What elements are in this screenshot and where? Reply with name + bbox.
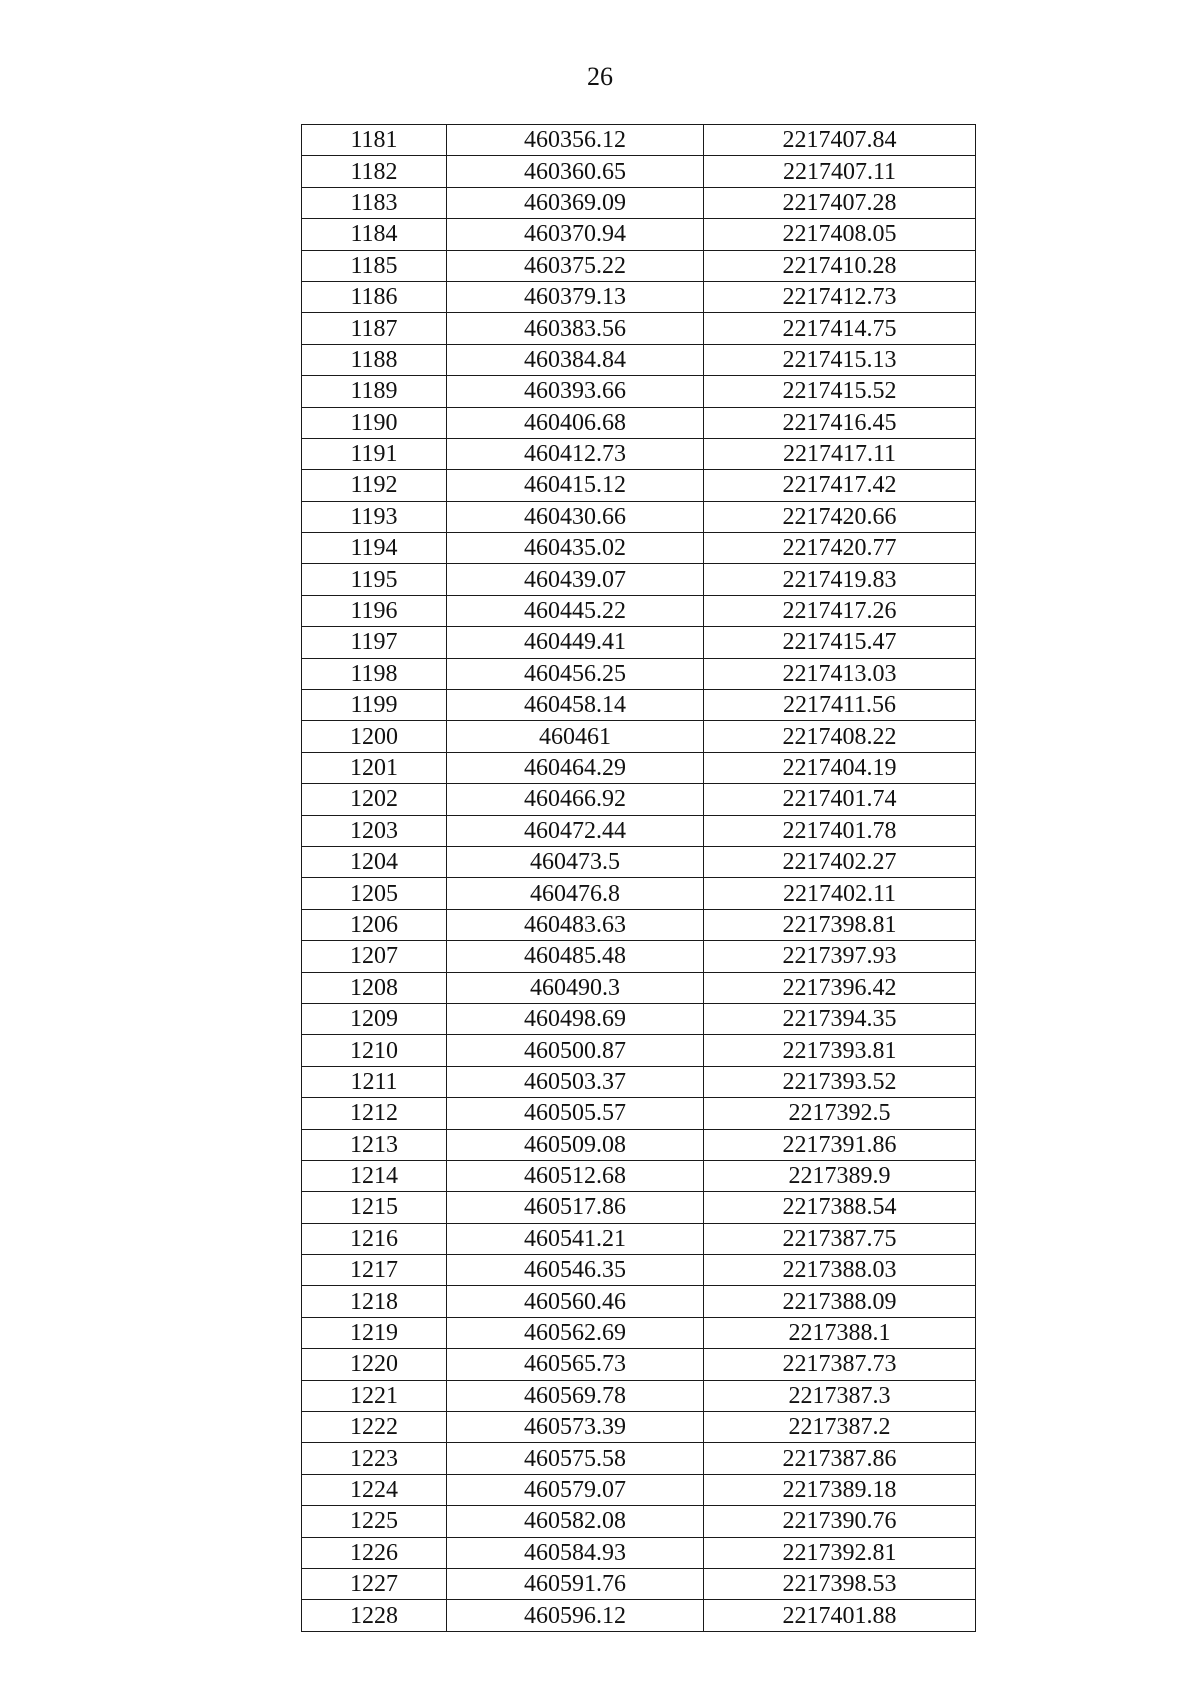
table-row [302, 1223, 976, 1254]
point-number-cell: 1204 [302, 846, 447, 877]
y-coordinate-cell: 2217389.18 [704, 1474, 976, 1505]
point-number-cell: 1182 [302, 156, 447, 187]
point-number-cell: 1202 [302, 784, 447, 815]
x-coordinate-cell: 460439.07 [447, 564, 704, 595]
table-row [302, 1537, 976, 1568]
table-row [302, 752, 976, 783]
x-coordinate-cell: 460485.48 [447, 941, 704, 972]
y-coordinate-cell: 2217392.81 [704, 1537, 976, 1568]
table-row [302, 376, 976, 407]
x-coordinate-cell: 460503.37 [447, 1066, 704, 1097]
point-number-cell: 1191 [302, 438, 447, 469]
point-number-cell: 1213 [302, 1129, 447, 1160]
page-number: 26 [587, 62, 613, 91]
point-number-cell: 1208 [302, 972, 447, 1003]
table-row [302, 1317, 976, 1348]
y-coordinate-cell: 2217397.93 [704, 941, 976, 972]
y-coordinate-cell: 2217391.86 [704, 1129, 976, 1160]
point-number-cell: 1216 [302, 1223, 447, 1254]
table-row [302, 658, 976, 689]
y-coordinate-cell: 2217415.47 [704, 627, 976, 658]
point-number-cell: 1210 [302, 1035, 447, 1066]
table-row [302, 281, 976, 312]
table-row [302, 1568, 976, 1599]
point-number-cell: 1212 [302, 1098, 447, 1129]
x-coordinate-cell: 460584.93 [447, 1537, 704, 1568]
x-coordinate-cell: 460569.78 [447, 1380, 704, 1411]
table-row [302, 1255, 976, 1286]
table-row [302, 313, 976, 344]
x-coordinate-cell: 460591.76 [447, 1568, 704, 1599]
point-number-cell: 1201 [302, 752, 447, 783]
x-coordinate-cell: 460500.87 [447, 1035, 704, 1066]
table-row [302, 156, 976, 187]
table-row [302, 941, 976, 972]
table-row [302, 438, 976, 469]
point-number-cell: 1211 [302, 1066, 447, 1097]
y-coordinate-cell: 2217388.54 [704, 1192, 976, 1223]
y-coordinate-cell: 2217387.73 [704, 1349, 976, 1380]
y-coordinate-cell: 2217401.88 [704, 1600, 976, 1631]
y-coordinate-cell: 2217388.03 [704, 1255, 976, 1286]
x-coordinate-cell: 460541.21 [447, 1223, 704, 1254]
point-number-cell: 1196 [302, 595, 447, 626]
table-row [302, 909, 976, 940]
y-coordinate-cell: 2217404.19 [704, 752, 976, 783]
table-row [302, 1035, 976, 1066]
point-number-cell: 1223 [302, 1443, 447, 1474]
point-number-cell: 1218 [302, 1286, 447, 1317]
y-coordinate-cell: 2217402.27 [704, 846, 976, 877]
table-row [302, 1474, 976, 1505]
point-number-cell: 1186 [302, 281, 447, 312]
x-coordinate-cell: 460562.69 [447, 1317, 704, 1348]
table-row [302, 1380, 976, 1411]
point-number-cell: 1192 [302, 470, 447, 501]
y-coordinate-cell: 2217420.77 [704, 533, 976, 564]
y-coordinate-cell: 2217394.35 [704, 1003, 976, 1034]
table-row [302, 595, 976, 626]
x-coordinate-cell: 460393.66 [447, 376, 704, 407]
x-coordinate-cell: 460430.66 [447, 501, 704, 532]
table-row [302, 470, 976, 501]
x-coordinate-cell: 460466.92 [447, 784, 704, 815]
table-row [302, 1160, 976, 1191]
table-row [302, 1098, 976, 1129]
table-row [302, 187, 976, 218]
point-number-cell: 1206 [302, 909, 447, 940]
x-coordinate-cell: 460596.12 [447, 1600, 704, 1631]
x-coordinate-cell: 460505.57 [447, 1098, 704, 1129]
point-number-cell: 1195 [302, 564, 447, 595]
table-row [302, 815, 976, 846]
y-coordinate-cell: 2217417.42 [704, 470, 976, 501]
point-number-cell: 1183 [302, 187, 447, 218]
y-coordinate-cell: 2217396.42 [704, 972, 976, 1003]
x-coordinate-cell: 460560.46 [447, 1286, 704, 1317]
point-number-cell: 1209 [302, 1003, 447, 1034]
y-coordinate-cell: 2217387.2 [704, 1412, 976, 1443]
table-row [302, 564, 976, 595]
point-number-cell: 1207 [302, 941, 447, 972]
y-coordinate-cell: 2217392.5 [704, 1098, 976, 1129]
y-coordinate-cell: 2217390.76 [704, 1506, 976, 1537]
point-number-cell: 1226 [302, 1537, 447, 1568]
point-number-cell: 1227 [302, 1568, 447, 1599]
table-row [302, 1066, 976, 1097]
point-number-cell: 1190 [302, 407, 447, 438]
x-coordinate-cell: 460464.29 [447, 752, 704, 783]
y-coordinate-cell: 2217388.1 [704, 1317, 976, 1348]
point-number-cell: 1200 [302, 721, 447, 752]
table-row [302, 690, 976, 721]
x-coordinate-cell: 460360.65 [447, 156, 704, 187]
x-coordinate-cell: 460483.63 [447, 909, 704, 940]
table-row [302, 344, 976, 375]
y-coordinate-cell: 2217412.73 [704, 281, 976, 312]
x-coordinate-cell: 460498.69 [447, 1003, 704, 1034]
table-row [302, 846, 976, 877]
x-coordinate-cell: 460384.84 [447, 344, 704, 375]
point-number-cell: 1225 [302, 1506, 447, 1537]
y-coordinate-cell: 2217401.78 [704, 815, 976, 846]
x-coordinate-cell: 460575.58 [447, 1443, 704, 1474]
x-coordinate-cell: 460383.56 [447, 313, 704, 344]
table-row [302, 1443, 976, 1474]
y-coordinate-cell: 2217407.28 [704, 187, 976, 218]
y-coordinate-cell: 2217410.28 [704, 250, 976, 281]
point-number-cell: 1214 [302, 1160, 447, 1191]
x-coordinate-cell: 460490.3 [447, 972, 704, 1003]
x-coordinate-cell: 460512.68 [447, 1160, 704, 1191]
x-coordinate-cell: 460582.08 [447, 1506, 704, 1537]
x-coordinate-cell: 460445.22 [447, 595, 704, 626]
point-number-cell: 1194 [302, 533, 447, 564]
point-number-cell: 1215 [302, 1192, 447, 1223]
y-coordinate-cell: 2217417.11 [704, 438, 976, 469]
y-coordinate-cell: 2217415.52 [704, 376, 976, 407]
y-coordinate-cell: 2217389.9 [704, 1160, 976, 1191]
point-number-cell: 1187 [302, 313, 447, 344]
y-coordinate-cell: 2217401.74 [704, 784, 976, 815]
point-number-cell: 1193 [302, 501, 447, 532]
point-number-cell: 1205 [302, 878, 447, 909]
y-coordinate-cell: 2217398.53 [704, 1568, 976, 1599]
x-coordinate-cell: 460415.12 [447, 470, 704, 501]
y-coordinate-cell: 2217415.13 [704, 344, 976, 375]
x-coordinate-cell: 460509.08 [447, 1129, 704, 1160]
y-coordinate-cell: 2217398.81 [704, 909, 976, 940]
y-coordinate-cell: 2217387.75 [704, 1223, 976, 1254]
coordinates-table [301, 124, 976, 1632]
table-row [302, 721, 976, 752]
y-coordinate-cell: 2217420.66 [704, 501, 976, 532]
x-coordinate-cell: 460375.22 [447, 250, 704, 281]
table-row [302, 1003, 976, 1034]
point-number-cell: 1185 [302, 250, 447, 281]
x-coordinate-cell: 460461 [447, 721, 704, 752]
y-coordinate-cell: 2217408.22 [704, 721, 976, 752]
table-row [302, 1600, 976, 1631]
table-row [302, 1506, 976, 1537]
point-number-cell: 1219 [302, 1317, 447, 1348]
x-coordinate-cell: 460476.8 [447, 878, 704, 909]
point-number-cell: 1203 [302, 815, 447, 846]
point-number-cell: 1197 [302, 627, 447, 658]
y-coordinate-cell: 2217417.26 [704, 595, 976, 626]
table-row [302, 1349, 976, 1380]
point-number-cell: 1188 [302, 344, 447, 375]
x-coordinate-cell: 460565.73 [447, 1349, 704, 1380]
x-coordinate-cell: 460356.12 [447, 125, 704, 156]
point-number-cell: 1221 [302, 1380, 447, 1411]
y-coordinate-cell: 2217414.75 [704, 313, 976, 344]
table-row [302, 972, 976, 1003]
x-coordinate-cell: 460517.86 [447, 1192, 704, 1223]
point-number-cell: 1189 [302, 376, 447, 407]
y-coordinate-cell: 2217419.83 [704, 564, 976, 595]
x-coordinate-cell: 460435.02 [447, 533, 704, 564]
table-row [302, 1192, 976, 1223]
table-row [302, 1286, 976, 1317]
x-coordinate-cell: 460406.68 [447, 407, 704, 438]
y-coordinate-cell: 2217388.09 [704, 1286, 976, 1317]
x-coordinate-cell: 460379.13 [447, 281, 704, 312]
y-coordinate-cell: 2217393.52 [704, 1066, 976, 1097]
x-coordinate-cell: 460473.5 [447, 846, 704, 877]
table-row [302, 878, 976, 909]
x-coordinate-cell: 460579.07 [447, 1474, 704, 1505]
point-number-cell: 1199 [302, 690, 447, 721]
x-coordinate-cell: 460472.44 [447, 815, 704, 846]
table-row [302, 250, 976, 281]
x-coordinate-cell: 460456.25 [447, 658, 704, 689]
table-row [302, 125, 976, 156]
table-row [302, 784, 976, 815]
table-row [302, 219, 976, 250]
point-number-cell: 1181 [302, 125, 447, 156]
y-coordinate-cell: 2217407.84 [704, 125, 976, 156]
table-row [302, 627, 976, 658]
x-coordinate-cell: 460546.35 [447, 1255, 704, 1286]
point-number-cell: 1184 [302, 219, 447, 250]
y-coordinate-cell: 2217411.56 [704, 690, 976, 721]
point-number-cell: 1217 [302, 1255, 447, 1286]
x-coordinate-cell: 460573.39 [447, 1412, 704, 1443]
y-coordinate-cell: 2217393.81 [704, 1035, 976, 1066]
x-coordinate-cell: 460369.09 [447, 187, 704, 218]
point-number-cell: 1222 [302, 1412, 447, 1443]
table-row [302, 501, 976, 532]
coordinates-table-body [302, 125, 976, 1632]
x-coordinate-cell: 460449.41 [447, 627, 704, 658]
y-coordinate-cell: 2217413.03 [704, 658, 976, 689]
point-number-cell: 1228 [302, 1600, 447, 1631]
table-row [302, 407, 976, 438]
y-coordinate-cell: 2217387.86 [704, 1443, 976, 1474]
y-coordinate-cell: 2217408.05 [704, 219, 976, 250]
point-number-cell: 1224 [302, 1474, 447, 1505]
point-number-cell: 1198 [302, 658, 447, 689]
table-row [302, 1412, 976, 1443]
table-row [302, 1129, 976, 1160]
y-coordinate-cell: 2217407.11 [704, 156, 976, 187]
y-coordinate-cell: 2217416.45 [704, 407, 976, 438]
point-number-cell: 1220 [302, 1349, 447, 1380]
x-coordinate-cell: 460412.73 [447, 438, 704, 469]
x-coordinate-cell: 460370.94 [447, 219, 704, 250]
y-coordinate-cell: 2217402.11 [704, 878, 976, 909]
table-row [302, 533, 976, 564]
x-coordinate-cell: 460458.14 [447, 690, 704, 721]
y-coordinate-cell: 2217387.3 [704, 1380, 976, 1411]
